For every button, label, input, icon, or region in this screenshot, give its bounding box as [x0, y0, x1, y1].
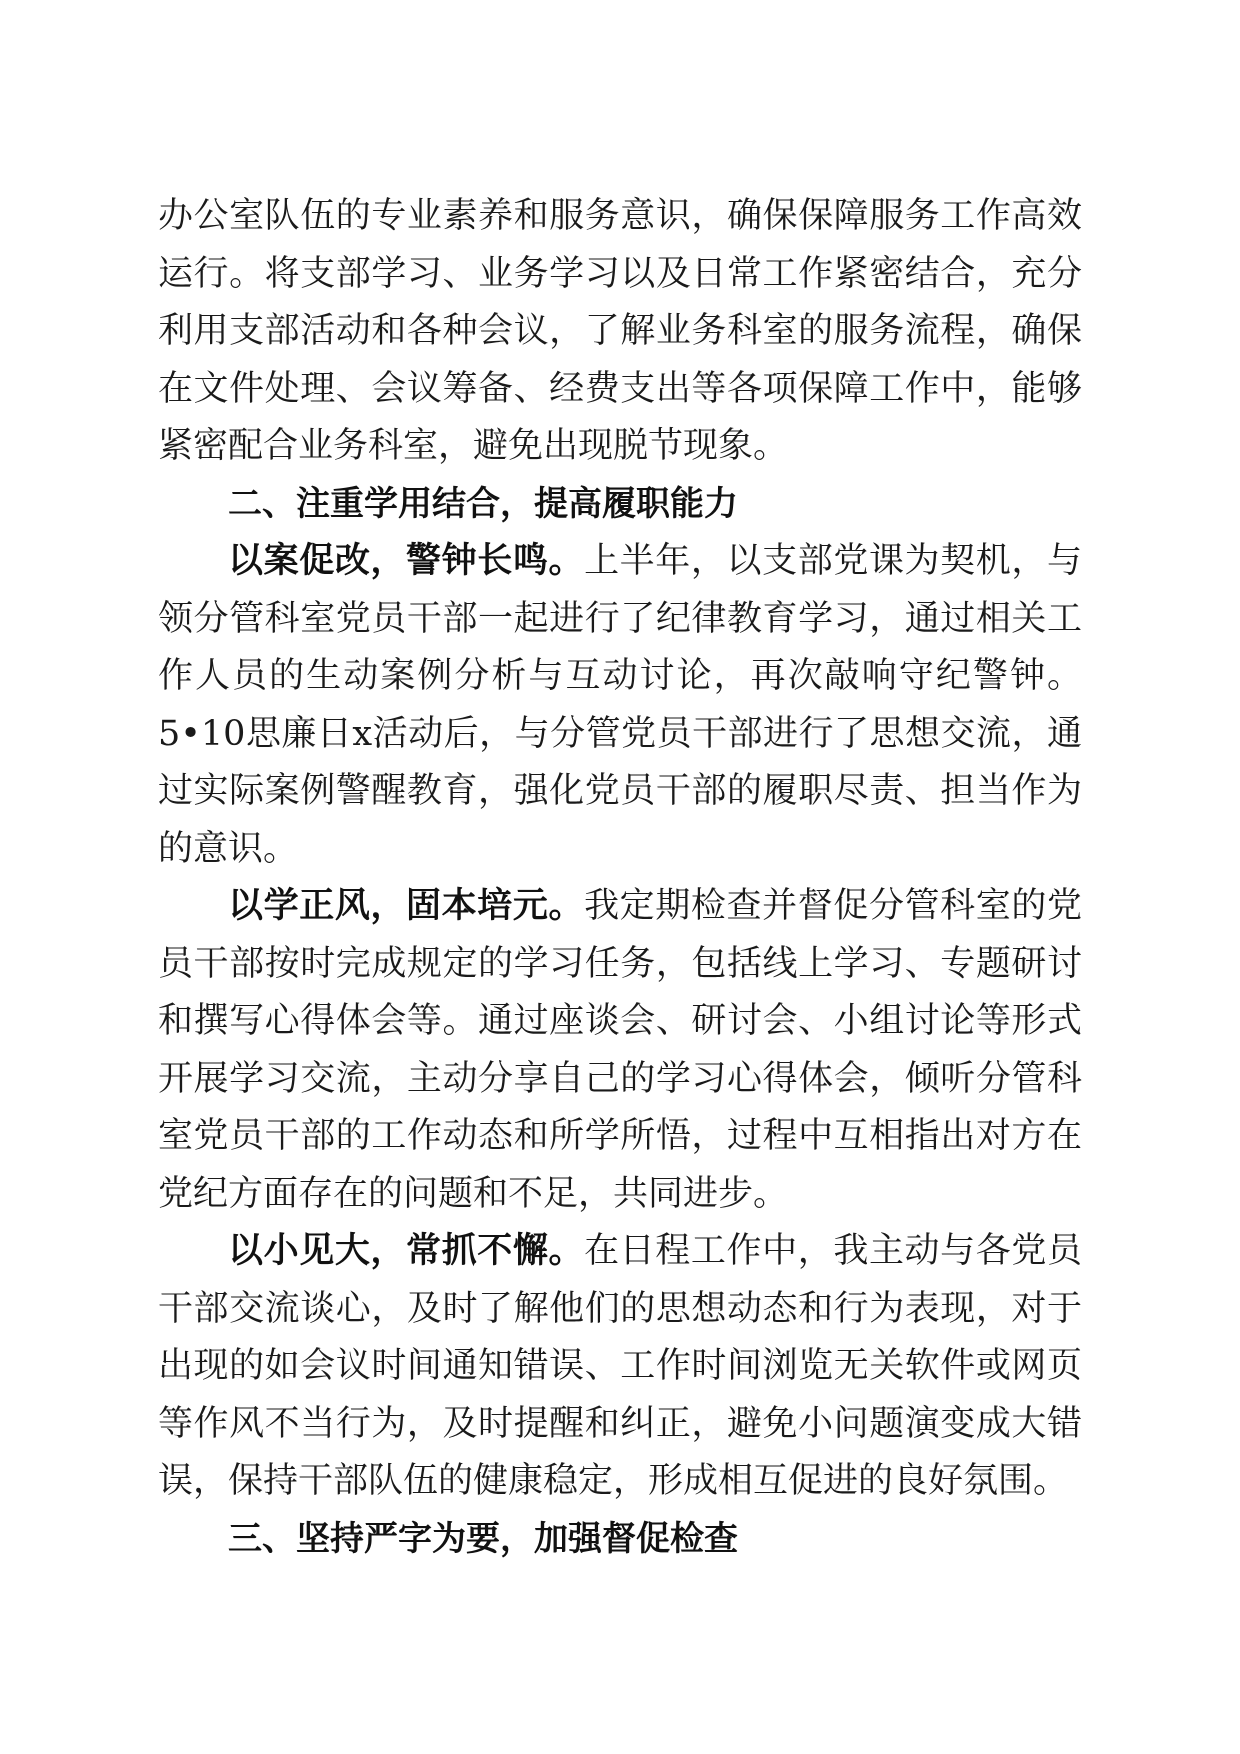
paragraph-text: 上半年，以支部党课为契机，与领分管科室党员干部一起进行了纪律教育学习，通过相关工作人员的生动案例分析与互动讨论，再次敲响守纪警钟。5•10思廉日x活动后，与分管党员干部进行了思想交流，通过实际案例警醒教育，强化党员干部的履职尽责、担当作为的意识。 [158, 541, 1082, 869]
paragraph-lead: 以案促改，警钟长鸣。 [228, 541, 585, 581]
paragraph-continued: 办公室队伍的专业素养和服务意识，确保保障服务工作高效运行。将支部学习、业务学习以及日常工作紧密结合，充分利用支部活动和各种会议，了解业务科室的服务流程，确保在文件处理、会议筹备、经费支出等各项保障工作中，能够紧密配合业务科室，避免出现脱节现象。 [158, 196, 1082, 466]
document-body [158, 188, 1082, 1568]
paragraph-study-style [158, 878, 1082, 1223]
section-heading-2: 二、注重学用结合，提高履职能力 [228, 483, 738, 524]
paragraph-text: 我定期检查并督促分管科室的党员干部按时完成规定的学习任务，包括线上学习、专题研讨和撰写心得体会等。通过座谈会、研讨会、小组讨论等形式开展学习交流，主动分享自己的学习心得体会，倾听分管科室党员干部的工作动态和所学所悟，过程中互相指出对方在党纪方面存在的问题和不足，共同进步。 [158, 886, 1082, 1214]
paragraph-small-things [158, 1223, 1082, 1511]
paragraph-lead: 以小见大，常抓不懈。 [228, 1231, 585, 1271]
paragraph-lead: 以学正风，固本培元。 [228, 886, 585, 926]
section-heading-3: 三、坚持严字为要，加强督促检查 [228, 1518, 738, 1559]
paragraph-case-reform [158, 533, 1082, 878]
paragraph-text: 在日程工作中，我主动与各党员干部交流谈心，及时了解他们的思想动态和行为表现，对于出现的如会议时间通知错误、工作时间浏览无关软件或网页等作风不当行为，及时提醒和纠正，避免小问题演变成大错误，保持干部队伍的健康稳定，形成相互促进的良好氛围。 [158, 1231, 1082, 1501]
